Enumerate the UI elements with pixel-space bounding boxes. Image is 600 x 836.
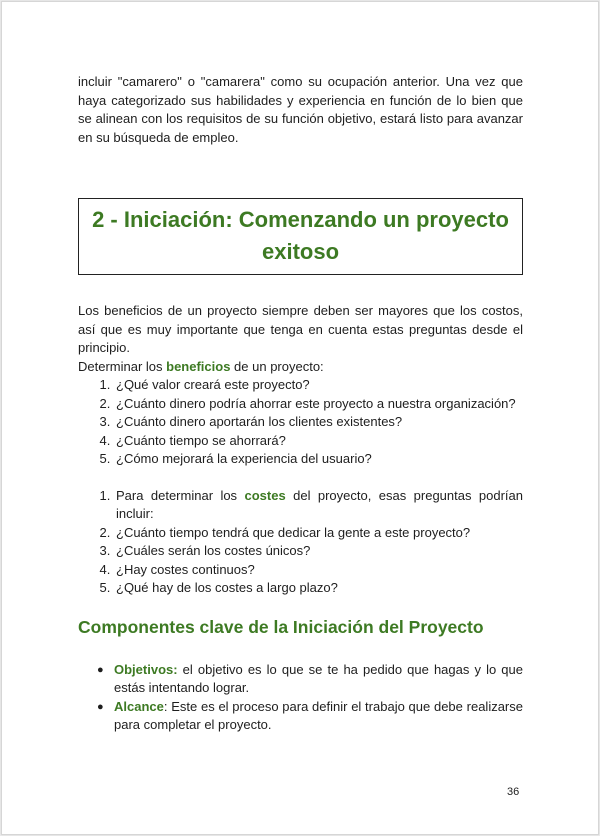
benefits-highlight: beneficios: [166, 358, 231, 374]
section-heading: Componentes clave de la Iniciación del Proyecto: [78, 616, 484, 637]
list-item: 1. ¿Qué valor creará este proyecto?: [114, 376, 523, 395]
list-item: 2. ¿Cuánto tiempo tendrá que dedicar la gente a este proyecto?: [114, 524, 523, 543]
costs-highlight: costes: [244, 487, 286, 503]
chapter-title-box: [78, 198, 523, 275]
component-term: Objetivos:: [114, 661, 178, 677]
benefits-intro-after: de un proyecto:: [230, 358, 324, 374]
costs-intro-after: del proyecto, esas preguntas podrían incluir:: [116, 487, 523, 521]
component-description: el objetivo es lo que se te ha pedido que hagas y lo que estás intentando lograr.: [114, 661, 523, 695]
list-item: 3. ¿Cuánto dinero aportarán los clientes existentes?: [114, 413, 523, 432]
page-content: [78, 73, 523, 735]
list-item: 5. ¿Qué hay de los costes a largo plazo?: [114, 579, 523, 598]
component-description: : Este es el proceso para definir el trabajo que debe realizarse para completar el proyecto.: [114, 698, 523, 732]
costs-intro-before: Para determinar los: [116, 487, 245, 503]
list-item: 5. ¿Cómo mejorará la experiencia del usuario?: [114, 450, 523, 469]
list-item: 4. ¿Hay costes continuos?: [114, 561, 523, 580]
costs-question-list: [78, 487, 523, 598]
list-item: [97, 661, 523, 698]
bullet-icon: ●: [97, 700, 104, 713]
list-item: 3. ¿Cuáles serán los costes únicos?: [114, 542, 523, 561]
list-item: [97, 698, 523, 735]
benefits-intro-before: Determinar los: [78, 358, 167, 374]
key-components-list: [78, 661, 523, 735]
list-item: 2. ¿Cuánto dinero podría ahorrar este proyecto a nuestra organización?: [114, 395, 523, 414]
chapter-title: 2 - Iniciación: Comenzando un proyecto exitoso: [92, 207, 509, 264]
benefits-question-list: [78, 376, 523, 469]
benefits-paragraph: Los beneficios de un proyecto siempre deben ser mayores que los costos, así que es muy importante que tenga en cuenta estas preguntas desde el principio.: [78, 303, 523, 355]
component-term: Alcance: [114, 698, 164, 714]
benefits-intro: [78, 358, 523, 377]
list-item: 4. ¿Cuánto tiempo se ahorrará?: [114, 432, 523, 451]
intro-paragraph: incluir "camarero" o "camarera" como su ocupación anterior. Una vez que haya categorizado sus habilidades y experiencia en función de lo bien que se alinean con los requisitos de su función objetivo, estará listo para avanzar en su búsqueda de empleo.: [78, 74, 523, 145]
list-item: [114, 487, 523, 524]
page-number: 36: [507, 786, 520, 798]
document-page: [1, 1, 599, 835]
bullet-icon: ●: [97, 663, 104, 676]
